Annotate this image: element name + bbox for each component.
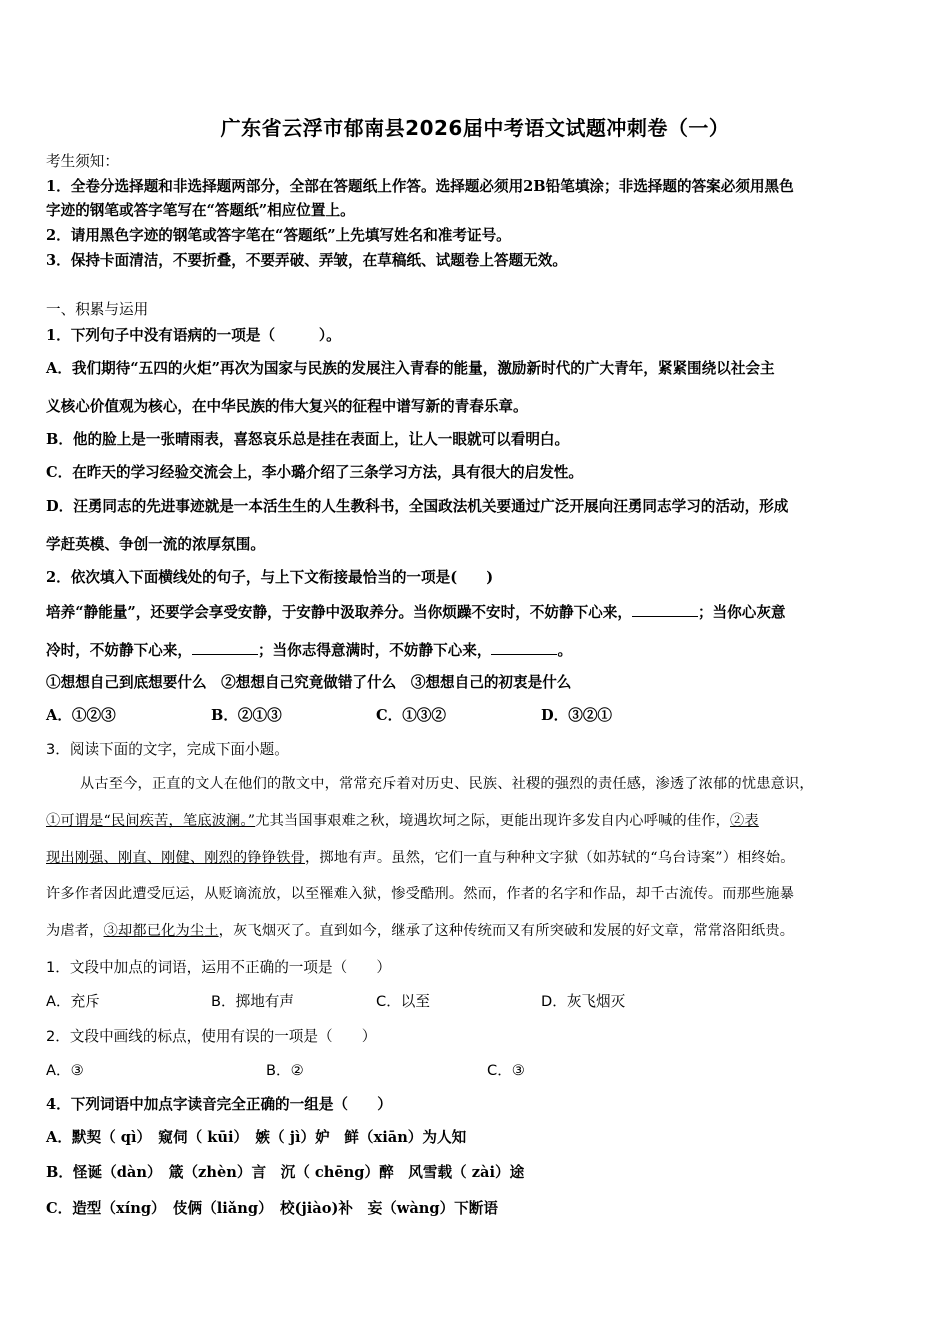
q3-passage-line3 (46, 848, 906, 868)
q3-sub2-option-a: A．③ (46, 1062, 84, 1079)
q1-stem: 1．下列句子中没有语病的一项是（ ）。 (46, 327, 341, 344)
notice-item-3: 3．保持卡面清洁，不要折叠，不要弄破、弄皱，在草稿纸、试题卷上答题无效。 (46, 252, 567, 269)
q1-option-d-line2: 学赶英模、争创一流的浓厚氛围。 (46, 536, 265, 553)
q1-option-b: B．他的脸上是一张晴雨表，喜怒哀乐总是挂在表面上，让人一眼就可以看明白。 (46, 431, 570, 448)
q3-sub2-stem: 2．文段中画线的标点，使用有误的一项是（ ） (46, 1028, 377, 1045)
section-heading: 一、积累与运用 (46, 301, 149, 318)
page-title: 广东省云浮市郁南县2026届中考语文试题冲刺卷（一） (220, 116, 730, 140)
q2-stem: 2．依次填入下面横线处的句子，与上下文衔接最恰当的一项是( ) (46, 569, 494, 586)
q2-option-a: A．①②③ (46, 707, 116, 724)
notice-item-2: 2．请用黑色字迹的钢笔或答字笔在“答题纸”上先填写姓名和准考证号。 (46, 227, 511, 244)
q3-sub1-option-a: A．充斥 (46, 993, 100, 1010)
q3-sub2-option-c: C．③ (487, 1062, 525, 1079)
q3-passage-text: 为虐者， (46, 923, 104, 939)
q3-sub2-option-b: B．② (266, 1062, 304, 1079)
notice-item-1a: 1．全卷分选择题和非选择题两部分，全部在答题纸上作答。选择题必须用2B铅笔填涂；非选择题的答案必须用黑色 (46, 178, 794, 195)
q2-choices: ①想想自己到底想要什么 ②想想自己究竟做错了什么 ③想想自己的初衷是什么 (46, 674, 572, 691)
q1-option-d-line1: D．汪勇同志的先进事迹就是一本活生生的人生教科书，全国政法机关要通过广泛开展向汪勇同志学习的活动，形成 (46, 498, 789, 515)
q2-passage-text: ；当你心灰意 (697, 604, 786, 621)
underlined-phrase: ①可谓是“民间疾苦，笔底波澜。” (46, 813, 256, 829)
q4-option-c: C．造型（xíng） 伎俩（liǎng） 校(jiào)补 妄（wàng）下断语 (46, 1200, 498, 1217)
q2-passage-text: 冷时，不妨静下心来， (46, 642, 192, 659)
q4-option-b: B．怪诞（dàn） 箴（zhèn）言 沉（ chēng）醉 风雪载（ zài）途 (46, 1164, 525, 1181)
q2-option-d: D．③②① (541, 707, 613, 724)
answer-blank (491, 640, 557, 655)
q1-option-a-line2: 义核心价值观为核心，在中华民族的伟大复兴的征程中谱写新的青春乐章。 (46, 398, 528, 415)
answer-blank (192, 640, 258, 655)
q3-passage-line5 (46, 921, 906, 941)
q3-sub1-option-b: B．掷地有声 (211, 993, 294, 1010)
q4-option-a: A．默契（ qì） 窥伺（ kūi） 嫉（ jì）妒 鲜（xiān）为人知 (46, 1129, 467, 1146)
q3-sub1-option-c: C．以至 (376, 993, 430, 1010)
q3-passage-text: ，灰飞烟灭了。直到如今，继承了这种传统而又有所突破和发展的好文章，常常洛阳纸贵。 (218, 923, 795, 939)
q2-option-c: C．①③② (376, 707, 446, 724)
notice-heading: 考生须知： (46, 153, 119, 170)
q3-passage-line1: 从古至今，正直的文人在他们的散文中，常常充斥着对历史、民族、社稷的强烈的责任感，渗透了浓郁的忧患意识， (80, 776, 814, 792)
q2-passage-line2 (46, 640, 906, 661)
underlined-phrase: 现出刚强、刚直、刚健、刚烈的铮铮铁骨 (46, 850, 305, 866)
q2-passage-text: 培养“静能量”，还要学会享受安静，于安静中汲取养分。当你烦躁不安时，不妨静下心来， (46, 604, 632, 621)
q3-stem: 3．阅读下面的文字，完成下面小题。 (46, 741, 289, 758)
q3-sub1-option-d: D．灰飞烟灭 (541, 993, 626, 1010)
notice-item-1b: 字迹的钢笔或答字笔写在“答题纸”相应位置上。 (46, 202, 355, 219)
q2-passage-line1 (46, 602, 906, 623)
q2-passage-text: ；当你志得意满时，不妨静下心来， (257, 642, 492, 659)
answer-blank (632, 602, 698, 617)
underlined-phrase: ③却都已化为尘土 (103, 923, 219, 939)
q1-option-a-line1: A．我们期待“五四的火炬”再次为国家与民族的发展注入青春的能量，激励新时代的广大青年，紧紧围绕以社会主 (46, 360, 775, 377)
q2-option-b: B．②①③ (211, 707, 282, 724)
q2-passage-text: 。 (557, 642, 573, 659)
q4-stem: 4．下列词语中加点字读音完全正确的一组是（ ） (46, 1096, 392, 1113)
q3-passage-line4: 许多作者因此遭受厄运，从贬谪流放，以至罹难入狱，惨受酷刑。然而，作者的名字和作品，却千古流传。而那些施暴 (46, 886, 795, 902)
q3-sub1-stem: 1．文段中加点的词语，运用不正确的一项是（ ） (46, 959, 391, 976)
q1-option-c: C．在昨天的学习经验交流会上，李小璐介绍了三条学习方法，具有很大的启发性。 (46, 464, 583, 481)
underlined-phrase: ②表 (730, 813, 759, 829)
q3-passage-text: 尤其当国事艰难之秋，境遇坎坷之际，更能出现许多发自内心呼喊的佳作， (255, 813, 731, 829)
q3-passage-line2 (46, 811, 906, 831)
q3-passage-text: ，掷地有声。虽然，它们一直与种种文字狱（如苏轼的“乌台诗案”）相终始。 (304, 850, 795, 866)
